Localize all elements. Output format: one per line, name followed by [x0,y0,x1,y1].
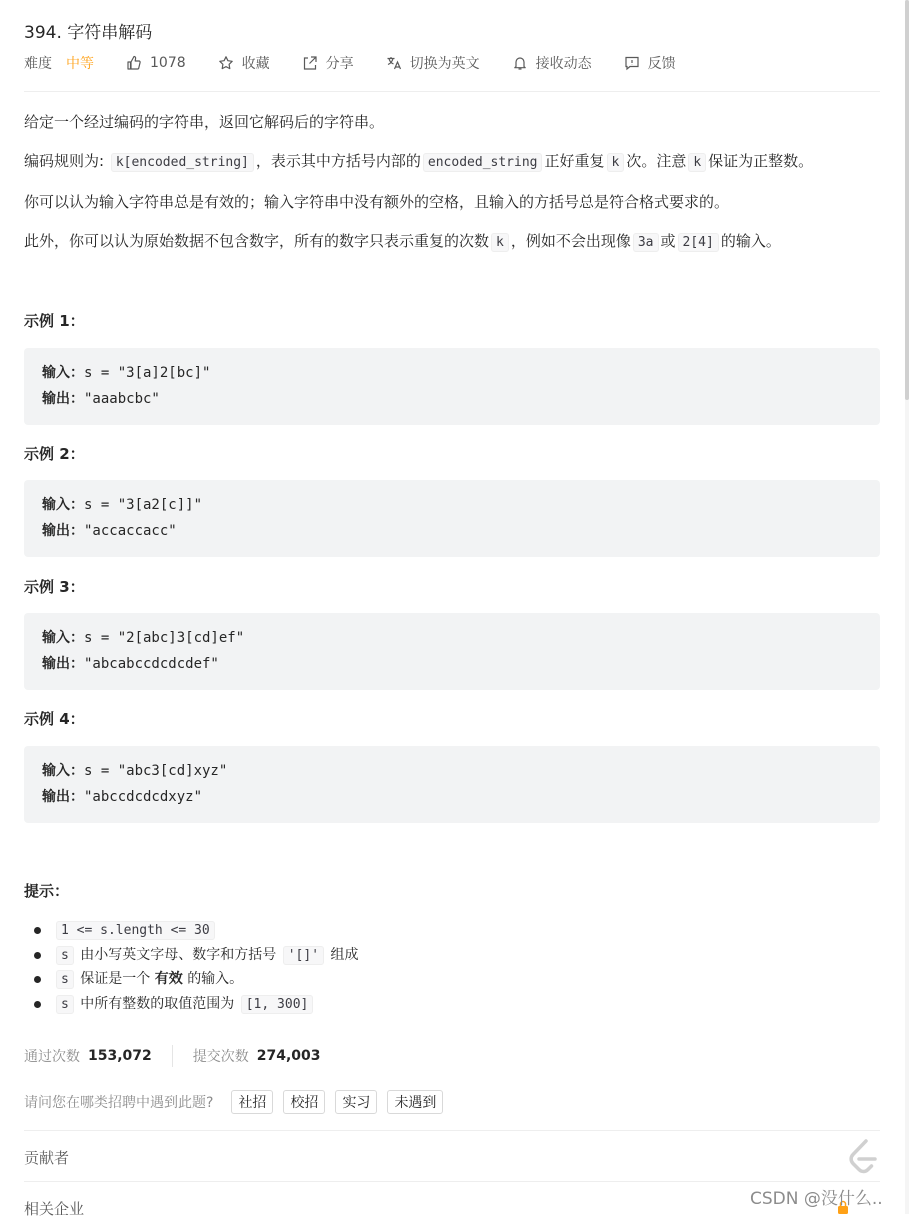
problem-title: 394. 字符串解码 [24,23,153,43]
example-code-block [24,613,880,690]
input-label: 输入： [42,365,84,381]
difficulty-label: 难度 [24,56,52,72]
input-value: s = "3[a]2[bc]" [84,365,211,381]
description-paragraph-2 [24,149,813,175]
translate-icon [386,55,402,71]
contributors-section-toggle[interactable]: 贡献者 [24,1149,70,1167]
text: 的输入。 [187,971,244,988]
output-value: "aaabcbc" [84,391,160,407]
switch-language-label: 切换为英文 [409,56,480,72]
submitted-count: 274,003 [256,1048,321,1064]
favorite-button[interactable] [218,53,270,73]
share-button[interactable] [302,53,354,73]
thumbs-up-icon [126,55,142,71]
notify-button[interactable] [512,53,592,73]
survey-tag-social[interactable]: 社招 [231,1090,273,1114]
example-input-line [42,360,880,386]
inline-code: k [491,233,509,252]
example-title: 示例 3： [24,578,85,596]
accepted-label: 通过次数 [24,1049,80,1065]
submitted-label: 提交次数 [192,1049,249,1065]
example-output-line [42,784,880,810]
favorite-label: 收藏 [241,56,270,72]
like-count: 1078 [150,55,186,71]
example-output-line [42,386,880,412]
survey-tag-intern[interactable]: 实习 [335,1090,377,1114]
hint-item [54,992,359,1017]
share-icon [302,55,318,71]
example-title: 示例 2： [24,445,85,463]
divider [24,91,880,92]
survey-tag-never[interactable]: 未遇到 [387,1090,443,1114]
feedback-icon [624,55,640,71]
hints-title: 提示： [24,882,70,900]
feedback-button[interactable] [624,53,676,73]
submission-stats [24,1045,321,1067]
inline-code: [1, 300] [241,995,314,1014]
output-value: "accaccacc" [84,523,177,539]
example-code-block [24,746,880,823]
example-title: 示例 4： [24,710,85,728]
notify-label: 接收动态 [535,56,592,72]
switch-language-button[interactable] [386,53,480,73]
survey-tag-campus[interactable]: 校招 [283,1090,325,1114]
text: 的输入。 [720,232,781,250]
text: 保证是一个 [80,971,151,988]
text: ，例如不会出现像 [510,232,631,250]
output-label: 输出： [42,391,84,407]
inline-code: 3a [633,233,659,252]
text: 正好重复 [544,152,605,170]
output-label: 输出： [42,523,84,539]
star-icon [218,55,234,71]
output-value: "abccdcdcdxyz" [84,789,203,805]
output-label: 输出： [42,656,84,672]
output-label: 输出： [42,789,84,805]
input-label: 输入： [42,497,84,513]
input-value: s = "3[a2[c]]" [84,497,203,513]
text: 保证为正整数。 [708,152,814,170]
survey-question: 请问您在哪类招聘中遇到此题? [24,1095,214,1111]
inline-code: encoded_string [423,153,543,172]
share-label: 分享 [325,56,354,72]
description-paragraph-1: 给定一个经过编码的字符串，返回它解码后的字符串。 [24,113,385,131]
feedback-label: 反馈 [647,56,676,72]
inline-code: s [56,946,74,965]
difficulty-badge: 中等 [66,56,94,72]
divider [24,1130,880,1131]
interview-survey [24,1090,443,1114]
example-output-line [42,518,880,544]
hint-item [54,967,359,992]
input-label: 输入： [42,763,84,779]
inline-code: '[]' [283,946,324,965]
example-input-line [42,625,880,651]
inline-code: k[encoded_string] [111,153,254,172]
example-title: 示例 1： [24,312,85,330]
hint-item [54,943,359,968]
inline-code: k [607,153,625,172]
description-paragraph-4 [24,229,781,255]
hint-item [54,918,359,943]
description-paragraph-3: 你可以认为输入字符串总是有效的；输入字符串中没有额外的空格，且输入的方括号总是符合格式要求的。 [24,193,730,211]
input-value: s = "abc3[cd]xyz" [84,763,228,779]
inline-code: s [56,970,74,989]
bell-icon [512,55,528,71]
accepted-count: 153,072 [88,1048,152,1064]
like-button[interactable] [126,55,186,71]
output-value: "abcabccdcdcdef" [84,656,219,672]
text: 此外，你可以认为原始数据不包含数字，所有的数字只表示重复的次数 [24,232,490,250]
inline-code: s [56,995,74,1014]
text: 中所有整数的取值范围为 [80,996,235,1013]
input-label: 输入： [42,630,84,646]
scrollbar-thumb[interactable] [905,0,909,400]
text: 次。注意 [626,152,687,170]
inline-code: 1 <= s.length <= 30 [56,921,215,940]
example-code-block [24,348,880,425]
inline-code: 2[4] [678,233,719,252]
text: 组成 [330,946,359,963]
inline-code: k [688,153,706,172]
text: ，表示其中方括号内部的 [255,152,421,170]
divider [24,1181,880,1182]
bold-text: 有效 [154,971,183,988]
csdn-watermark: CSDN @没什么.. [750,1189,883,1209]
related-companies-section-toggle[interactable]: 相关企业 [24,1200,85,1218]
example-code-block [24,480,880,557]
example-input-line [42,492,880,518]
text: 编码规则为: [24,152,109,170]
input-value: s = "2[abc]3[cd]ef" [84,630,245,646]
text: 由小写英文字母、数字和方括号 [80,946,277,963]
hints-list [24,918,359,1017]
example-input-line [42,758,880,784]
example-output-line [42,651,880,677]
text: 或 [660,232,676,250]
divider [172,1045,173,1067]
problem-meta-bar [24,52,676,74]
leetcode-logo-icon [846,1138,880,1176]
